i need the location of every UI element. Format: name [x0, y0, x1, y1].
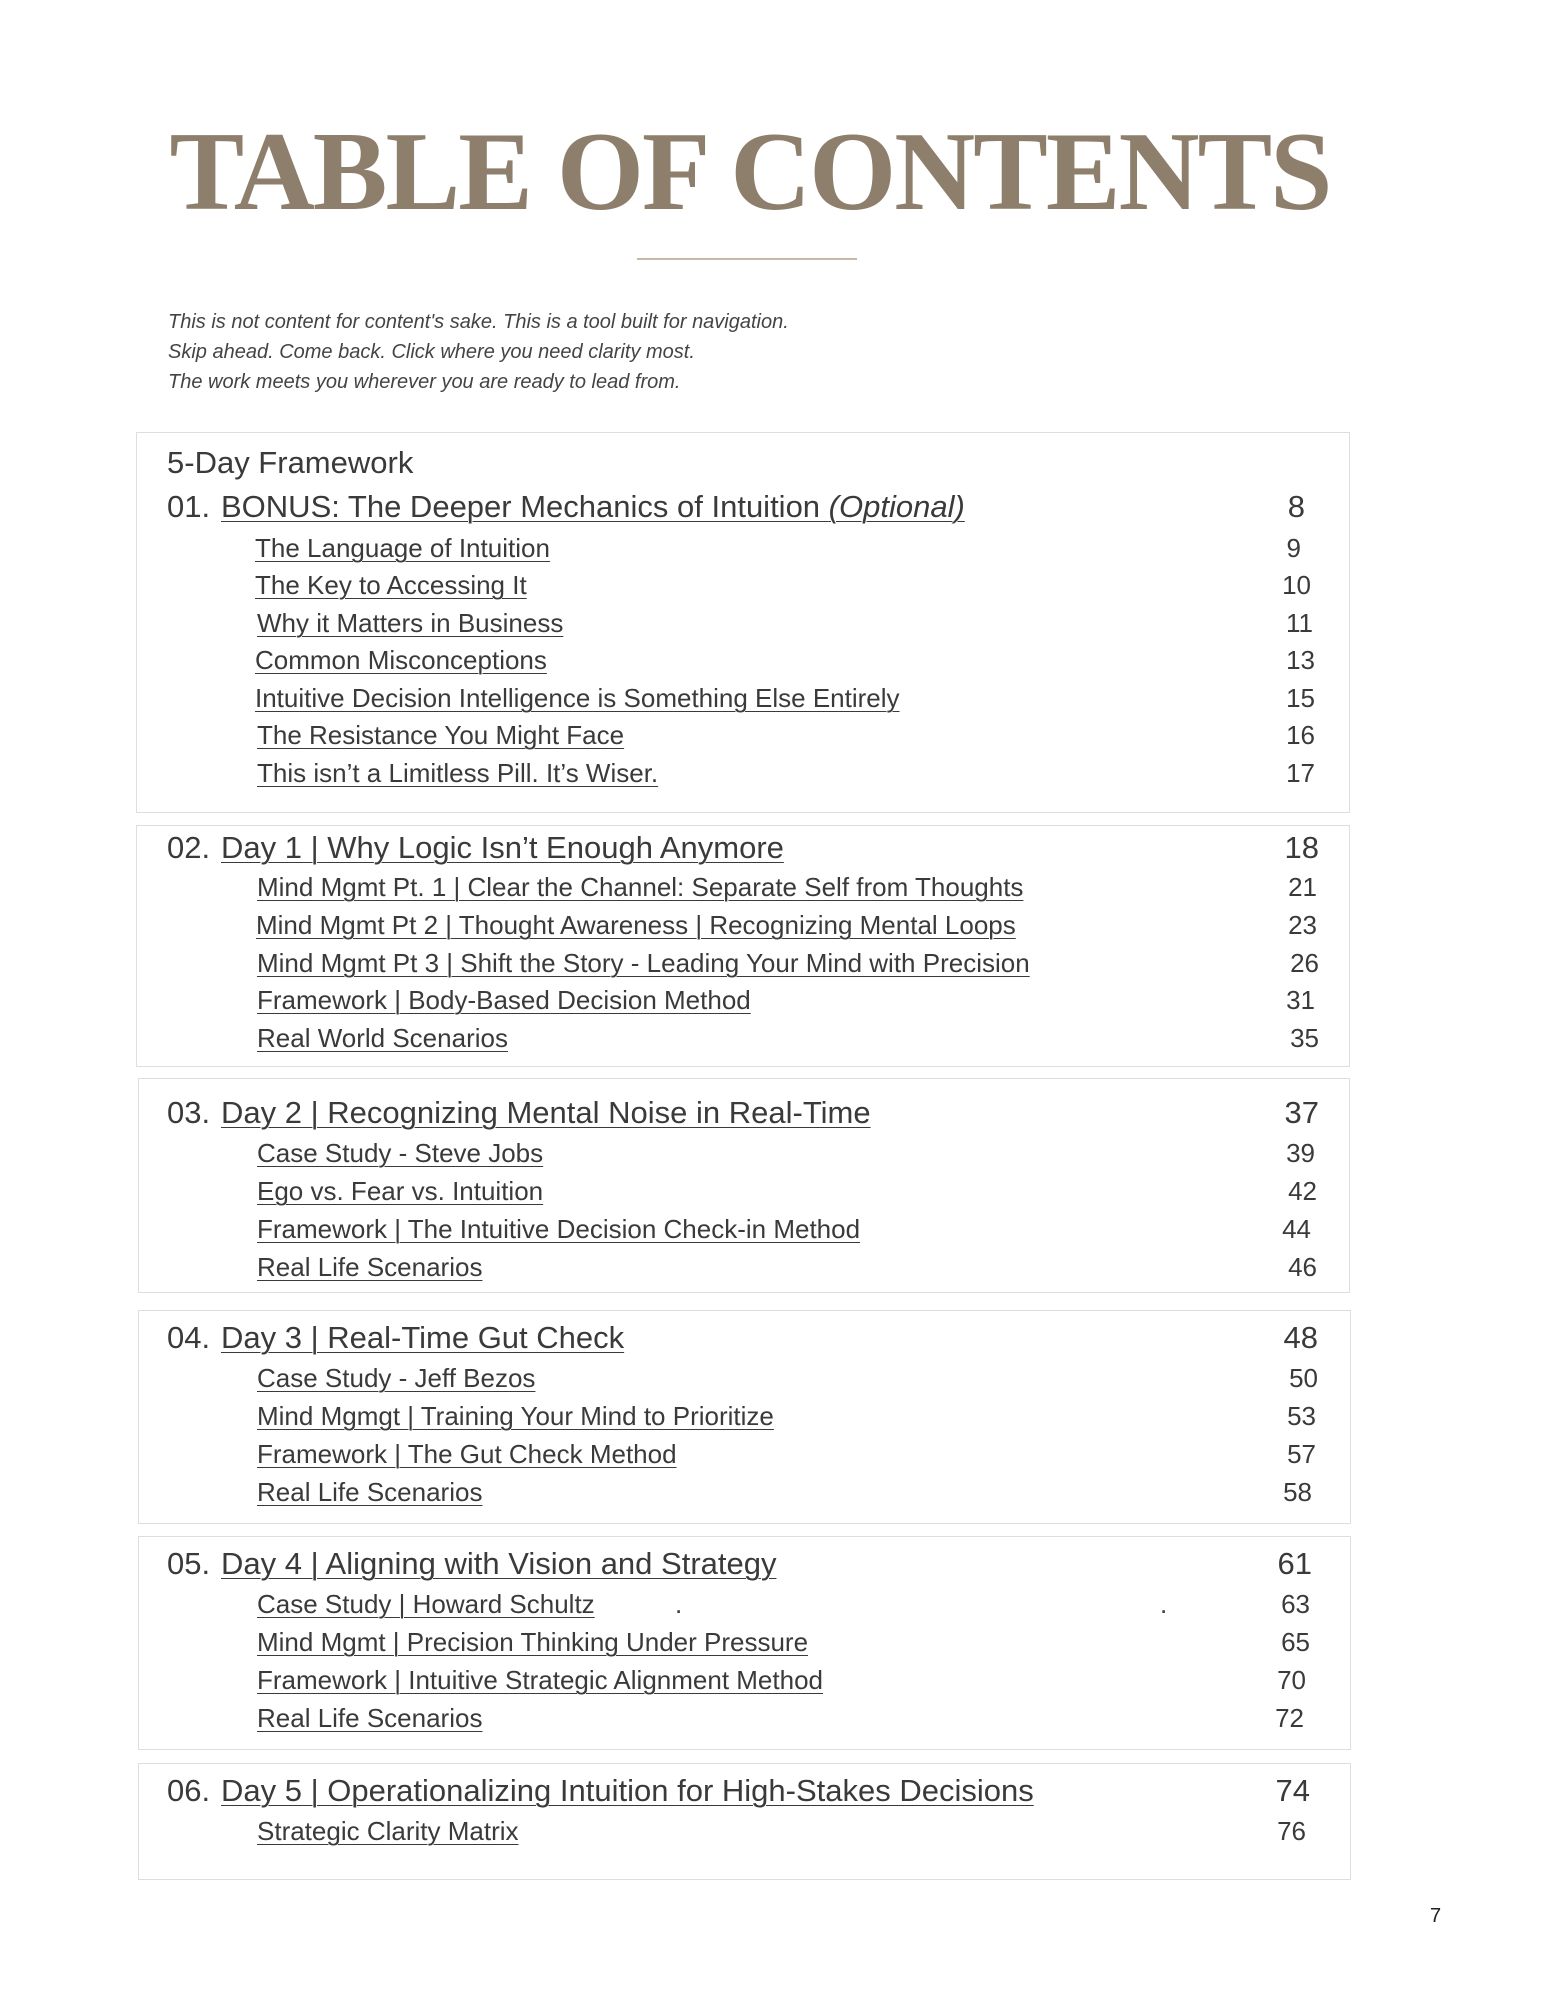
toc-entry-link[interactable]: Real Life Scenarios: [257, 1703, 483, 1733]
toc-entry-link[interactable]: This isn’t a Limitless Pill. It’s Wiser.: [257, 758, 659, 788]
toc-entry-link[interactable]: The Language of Intuition: [255, 533, 550, 563]
toc-entry[interactable]: [139, 1473, 1350, 1511]
toc-entry[interactable]: [139, 1812, 1350, 1850]
toc-entry-page: 35: [1290, 1023, 1319, 1053]
toc-entry-link[interactable]: Ego vs. Fear vs. Intuition: [257, 1176, 544, 1206]
toc-entry[interactable]: [137, 716, 1349, 754]
toc-entry[interactable]: [137, 566, 1349, 604]
section-page: 48: [1283, 1320, 1318, 1355]
stray-dot: .: [1160, 1589, 1168, 1619]
toc-entry-link[interactable]: Case Study - Jeff Bezos: [257, 1363, 536, 1393]
toc-entry-page: 65: [1281, 1627, 1310, 1657]
toc-entry-link[interactable]: Why it Matters in Business: [257, 608, 564, 638]
toc-entry[interactable]: [139, 1172, 1349, 1210]
toc-entry-link[interactable]: The Resistance You Might Face: [257, 720, 625, 750]
intro-text: [168, 307, 789, 397]
toc-entry[interactable]: [137, 906, 1349, 944]
toc-entry-link[interactable]: Framework | The Intuitive Decision Check-in Method: [257, 1214, 861, 1244]
toc-entry-page: 17: [1286, 758, 1315, 788]
toc-entry[interactable]: [137, 754, 1349, 792]
toc-entry[interactable]: [137, 529, 1349, 567]
section-number: 03.: [167, 1095, 211, 1130]
toc-main-entry[interactable]: [139, 1769, 1350, 1807]
toc-entry-page: 23: [1288, 910, 1317, 940]
toc-entry[interactable]: [139, 1699, 1350, 1737]
toc-entry-page: 10: [1282, 570, 1311, 600]
toc-main-entry[interactable]: [139, 1316, 1350, 1354]
toc-entry[interactable]: [139, 1661, 1350, 1699]
section-number: 02.: [167, 830, 211, 865]
toc-entry[interactable]: [139, 1359, 1350, 1397]
toc-entry[interactable]: [137, 679, 1349, 717]
toc-entry[interactable]: [139, 1585, 1350, 1623]
toc-entry-page: 50: [1289, 1363, 1318, 1393]
toc-entry-link[interactable]: Strategic Clarity Matrix: [257, 1816, 519, 1846]
section-title-link[interactable]: Day 3 | Real-Time Gut Check: [221, 1320, 625, 1355]
toc-entry-page: 58: [1283, 1477, 1312, 1507]
toc-entry-link[interactable]: Real Life Scenarios: [257, 1477, 483, 1507]
section-number: 06.: [167, 1773, 211, 1808]
toc-main-entry[interactable]: [139, 1542, 1350, 1580]
toc-main-entry[interactable]: [137, 485, 1349, 523]
toc-entry[interactable]: [139, 1248, 1349, 1286]
page-title: TABLE OF CONTENTS: [169, 110, 1331, 234]
toc-entry[interactable]: [137, 981, 1349, 1019]
title-divider: [637, 258, 857, 260]
intro-line: This is not content for content's sake. This is a tool built for navigation.: [168, 311, 789, 333]
toc-entry-link[interactable]: Framework | Body-Based Decision Method: [257, 985, 751, 1015]
toc-entry[interactable]: [139, 1623, 1350, 1661]
toc-entry-page: 15: [1286, 683, 1315, 713]
toc-entry-page: 16: [1286, 720, 1315, 750]
section-title-optional: (Optional): [828, 489, 965, 524]
toc-entry-page: 39: [1286, 1138, 1315, 1168]
intro-line: Skip ahead. Come back. Click where you need clarity most.: [168, 341, 695, 363]
toc-entry-link[interactable]: Mind Mgmt Pt. 1 | Clear the Channel: Separate Self from Thoughts: [257, 872, 1024, 902]
toc-entry-page: 31: [1286, 985, 1315, 1015]
toc-entry-link[interactable]: Mind Mgmt Pt 2 | Thought Awareness | Recognizing Mental Loops: [256, 910, 1016, 940]
toc-main-entry[interactable]: [137, 826, 1349, 864]
section-title-link[interactable]: Day 5 | Operationalizing Intuition for High-Stakes Decisions: [221, 1773, 1034, 1808]
toc-entry-link[interactable]: Mind Mgmt Pt 3 | Shift the Story - Leading Your Mind with Precision: [257, 948, 1030, 978]
toc-section-06: [138, 1763, 1351, 1880]
toc-entry-page: 13: [1286, 645, 1315, 675]
toc-entry-link[interactable]: Mind Mgmgt | Training Your Mind to Prioritize: [257, 1401, 774, 1431]
toc-entry-page: 53: [1287, 1401, 1316, 1431]
toc-entry-page: 21: [1288, 872, 1317, 902]
toc-entry-link[interactable]: Real World Scenarios: [257, 1023, 508, 1053]
section-title-text: BONUS: The Deeper Mechanics of Intuition: [221, 489, 829, 524]
toc-entry-page: 57: [1287, 1439, 1316, 1469]
section-number: 01.: [167, 489, 211, 524]
toc-entry-page: 44: [1282, 1214, 1311, 1244]
toc-entry-page: 26: [1290, 948, 1319, 978]
toc-entry-link[interactable]: Common Misconceptions: [255, 645, 547, 675]
section-page: 61: [1277, 1546, 1312, 1581]
toc-entry-link[interactable]: Mind Mgmt | Precision Thinking Under Pressure: [257, 1627, 809, 1657]
toc-entry[interactable]: [137, 641, 1349, 679]
toc-entry-link[interactable]: Framework | Intuitive Strategic Alignment Method: [257, 1665, 823, 1695]
stray-dot: .: [675, 1589, 683, 1619]
toc-entry-link[interactable]: Intuitive Decision Intelligence is Something Else Entirely: [255, 683, 900, 713]
toc-entry-link[interactable]: Case Study | Howard Schultz: [257, 1589, 595, 1619]
toc-section-04: [138, 1310, 1351, 1524]
toc-section-05: [138, 1536, 1351, 1750]
toc-entry[interactable]: [137, 1019, 1349, 1057]
toc-entry-page: 46: [1288, 1252, 1317, 1282]
toc-entry-page: 63: [1281, 1589, 1310, 1619]
toc-entry[interactable]: [137, 868, 1349, 906]
toc-entry-link[interactable]: Real Life Scenarios: [257, 1252, 483, 1282]
toc-entry-page: 70: [1277, 1665, 1306, 1695]
section-title-link[interactable]: [221, 485, 965, 529]
toc-entry-page: 76: [1277, 1816, 1306, 1846]
framework-heading: 5-Day Framework: [167, 445, 414, 480]
toc-entry-link[interactable]: Case Study - Steve Jobs: [257, 1138, 544, 1168]
toc-entry[interactable]: [139, 1134, 1349, 1172]
toc-section-03: [138, 1078, 1350, 1293]
toc-entry-link[interactable]: Framework | The Gut Check Method: [257, 1439, 677, 1469]
toc-entry-page: 72: [1275, 1703, 1304, 1733]
section-number: 04.: [167, 1320, 211, 1355]
toc-entry-page: 42: [1288, 1176, 1317, 1206]
intro-line: The work meets you wherever you are ready to lead from.: [168, 371, 681, 393]
toc-entry-link[interactable]: The Key to Accessing It: [255, 570, 527, 600]
section-page: 37: [1284, 1095, 1319, 1130]
section-page: 18: [1284, 830, 1319, 865]
section-title-link[interactable]: Day 2 | Recognizing Mental Noise in Real-Time: [221, 1095, 871, 1130]
toc-entry-page: 9: [1286, 533, 1301, 563]
section-number: 05.: [167, 1546, 211, 1581]
toc-entry[interactable]: [139, 1435, 1350, 1473]
toc-main-entry[interactable]: [139, 1091, 1349, 1129]
section-title-link[interactable]: Day 1 | Why Logic Isn’t Enough Anymore: [221, 830, 784, 865]
toc-entry[interactable]: [137, 944, 1349, 982]
toc-entry[interactable]: [139, 1397, 1350, 1435]
toc-section-02: [136, 825, 1350, 1067]
toc-entry-page: 11: [1286, 608, 1313, 638]
toc-entry[interactable]: [139, 1210, 1349, 1248]
toc-section-01: [136, 432, 1350, 813]
section-page: 8: [1287, 489, 1305, 524]
page-number: 7: [1430, 1905, 1442, 1927]
section-page: 74: [1275, 1773, 1310, 1808]
section-title-link[interactable]: Day 4 | Aligning with Vision and Strategy: [221, 1546, 777, 1581]
toc-entry[interactable]: [137, 604, 1349, 642]
